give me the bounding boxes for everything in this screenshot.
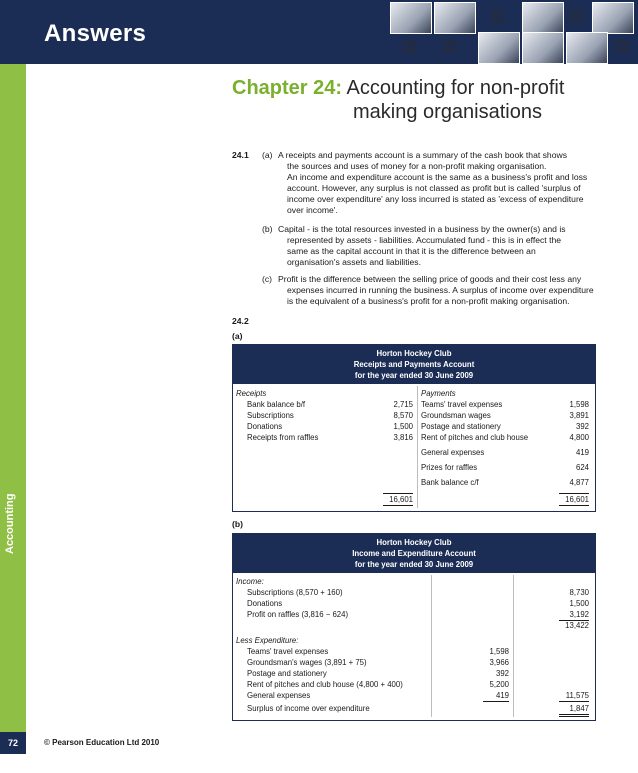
surplus-amount: 1,847 xyxy=(569,704,589,713)
table-row xyxy=(233,609,595,620)
part-label: (b) xyxy=(262,224,273,234)
text-line: is the equivalent of a business's profit for a non-profit making organisation. xyxy=(287,296,570,306)
table-row xyxy=(233,421,595,432)
double-underline xyxy=(559,505,589,506)
question-24-1 xyxy=(232,150,612,330)
income-item: Profit on raffles (3,816 − 624) xyxy=(247,610,349,619)
text-line: represented by assets - liabilities. Accumulated fund - this is in effect the xyxy=(287,235,562,245)
header-photo xyxy=(478,32,520,64)
header-photo xyxy=(522,2,564,34)
payment-item: Rent of pitches and club house xyxy=(421,433,529,442)
double-underline xyxy=(559,714,589,715)
receipt-item: Receipts from raffles xyxy=(247,433,319,442)
payments-heading: Payments xyxy=(421,389,456,398)
page-header xyxy=(0,0,638,64)
account-title: Horton Hockey Club xyxy=(376,349,452,358)
answer-c xyxy=(278,274,594,307)
text-line: Capital - is the total resources invested in a business by the owner(s) and is xyxy=(278,224,566,234)
text-line: organisation's assets and liabilities. xyxy=(287,257,421,267)
text-line: account. However, any surplus is not classed as profit but is called 'surplus of xyxy=(287,183,581,193)
receipts-heading: Receipts xyxy=(236,389,267,398)
expenditure-amount: 392 xyxy=(495,669,509,678)
text-line: same as the capital account in that it is the difference between an xyxy=(287,246,536,256)
text-line: the sources and uses of money for a non-profit making organisation. xyxy=(287,161,547,171)
part-label: (a) xyxy=(262,150,273,160)
totals-row xyxy=(233,620,595,631)
receipt-item: Bank balance b/f xyxy=(247,400,306,409)
receipt-amount: 1,500 xyxy=(393,422,413,431)
sidebar xyxy=(0,64,26,744)
table-row xyxy=(233,462,595,473)
table-row xyxy=(233,668,595,679)
question-number: 24.2 xyxy=(232,316,249,326)
payment-item: General expenses xyxy=(421,448,485,457)
payment-amount: 1,598 xyxy=(569,400,589,409)
account-body xyxy=(233,576,595,714)
income-amount: 8,730 xyxy=(569,588,589,597)
income-heading: Income: xyxy=(236,577,264,586)
expenditure-item: Groundsman's wages (3,891 + 75) xyxy=(247,658,367,667)
receipts-payments-account xyxy=(232,344,596,512)
total-payments: 16,601 xyxy=(565,495,589,504)
payment-item: Postage and stationery xyxy=(421,422,501,431)
income-item: Subscriptions (8,570 + 160) xyxy=(247,588,343,597)
chapter-title-line2: making organisations xyxy=(353,101,542,123)
copyright: © Pearson Education Ltd 2010 xyxy=(44,738,160,747)
table-row xyxy=(233,447,595,458)
table-row xyxy=(233,477,595,488)
surplus-row xyxy=(233,703,595,714)
income-expenditure-account xyxy=(232,533,596,721)
text-line: over income'. xyxy=(287,205,338,215)
double-underline xyxy=(559,716,589,717)
header-photo xyxy=(566,32,608,64)
account-header xyxy=(233,345,595,384)
expenditure-item: General expenses xyxy=(247,691,311,700)
double-underline xyxy=(383,505,413,506)
scales-icon: ⚖ xyxy=(490,6,507,26)
table-row xyxy=(233,598,595,609)
receipt-amount: 8,570 xyxy=(393,411,413,420)
expenditure-item: Teams' travel expenses xyxy=(247,647,329,656)
income-amount: 3,192 xyxy=(569,610,589,619)
table-row xyxy=(233,679,595,690)
expenditure-heading: Less Expenditure: xyxy=(236,636,299,645)
subtotal-rule xyxy=(483,701,509,702)
expenditure-amount: 5,200 xyxy=(489,680,509,689)
account-title: Receipts and Payments Account xyxy=(353,360,475,369)
scales-icon: ⚖ xyxy=(402,36,419,56)
income-item: Donations xyxy=(247,599,283,608)
payment-amount: 3,891 xyxy=(569,411,589,420)
question-number: 24.1 xyxy=(232,150,249,160)
receipt-amount: 3,816 xyxy=(393,433,413,442)
chapter-heading xyxy=(232,76,622,124)
payment-amount: 392 xyxy=(575,422,589,431)
part-label: (b) xyxy=(232,519,243,529)
sidebar-label: Accounting xyxy=(4,493,16,554)
expenditure-amount: 3,966 xyxy=(489,658,509,667)
surplus-label: Surplus of income over expenditure xyxy=(247,704,370,713)
text-line: income over expenditure' any loss incurred is stated as 'excess of expenditure xyxy=(287,194,584,204)
table-row xyxy=(233,646,595,657)
table-row xyxy=(233,587,595,598)
header-photo xyxy=(434,2,476,34)
expenditure-item: Postage and stationery xyxy=(247,669,327,678)
total-receipts: 16,601 xyxy=(389,495,413,504)
scales-icon: ⚖ xyxy=(614,36,631,56)
payment-item: Teams' travel expenses xyxy=(421,400,503,409)
page-title: Answers xyxy=(44,20,147,47)
table-row xyxy=(233,657,595,668)
text-line: A receipts and payments account is a summary of the cash book that shows xyxy=(278,150,567,160)
account-title: for the year ended 30 June 2009 xyxy=(354,560,474,569)
account-title: Income and Expenditure Account xyxy=(352,549,476,558)
text-line: Profit is the difference between the selling price of goods and their cost less any xyxy=(278,274,582,284)
table-row xyxy=(233,399,595,410)
receipt-item: Subscriptions xyxy=(247,411,294,420)
income-amount: 1,500 xyxy=(569,599,589,608)
receipt-amount: 2,715 xyxy=(393,400,413,409)
text-line: expenses incurred in running the business. A surplus of income over expenditure xyxy=(287,285,594,295)
scales-icon: ⚖ xyxy=(442,36,459,56)
subtotal-rule xyxy=(559,701,589,702)
income-total: 13,422 xyxy=(565,621,589,630)
header-photo-strip xyxy=(382,0,638,64)
totals-row xyxy=(233,494,595,505)
account-title: Horton Hockey Club xyxy=(376,538,452,547)
account-body xyxy=(233,388,595,505)
payment-amount: 419 xyxy=(575,448,589,457)
payment-amount: 4,877 xyxy=(569,478,589,487)
payment-amount: 4,800 xyxy=(569,433,589,442)
payment-item: Prizes for raffles xyxy=(421,463,478,472)
expenditure-amount: 1,598 xyxy=(489,647,509,656)
table-row xyxy=(233,410,595,421)
answer-b xyxy=(278,224,566,268)
text-line: An income and expenditure account is the same as a business's profit and loss xyxy=(287,172,588,182)
payment-amount: 624 xyxy=(575,463,589,472)
account-title: for the year ended 30 June 2009 xyxy=(354,371,474,380)
header-photo xyxy=(592,2,634,34)
part-label: (a) xyxy=(232,331,243,341)
page-number: 72 xyxy=(0,732,26,754)
payment-item: Groundsman wages xyxy=(421,411,491,420)
header-photo xyxy=(390,2,432,34)
chapter-number: Chapter 24: xyxy=(232,77,343,99)
expenditure-total: 11,575 xyxy=(565,691,589,700)
scales-icon: ⚖ xyxy=(568,6,585,26)
account-header xyxy=(233,534,595,573)
expenditure-amount: 419 xyxy=(495,691,509,700)
header-photo xyxy=(522,32,564,64)
answer-a xyxy=(278,150,587,216)
receipt-item: Donations xyxy=(247,422,283,431)
part-label: (c) xyxy=(262,274,273,284)
table-row xyxy=(233,432,595,443)
expenditure-item: Rent of pitches and club house (4,800 + 400) xyxy=(247,680,403,689)
table-row xyxy=(233,690,595,701)
payment-item: Bank balance c/f xyxy=(421,478,479,487)
chapter-title-line1: Accounting for non-profit xyxy=(346,77,565,99)
